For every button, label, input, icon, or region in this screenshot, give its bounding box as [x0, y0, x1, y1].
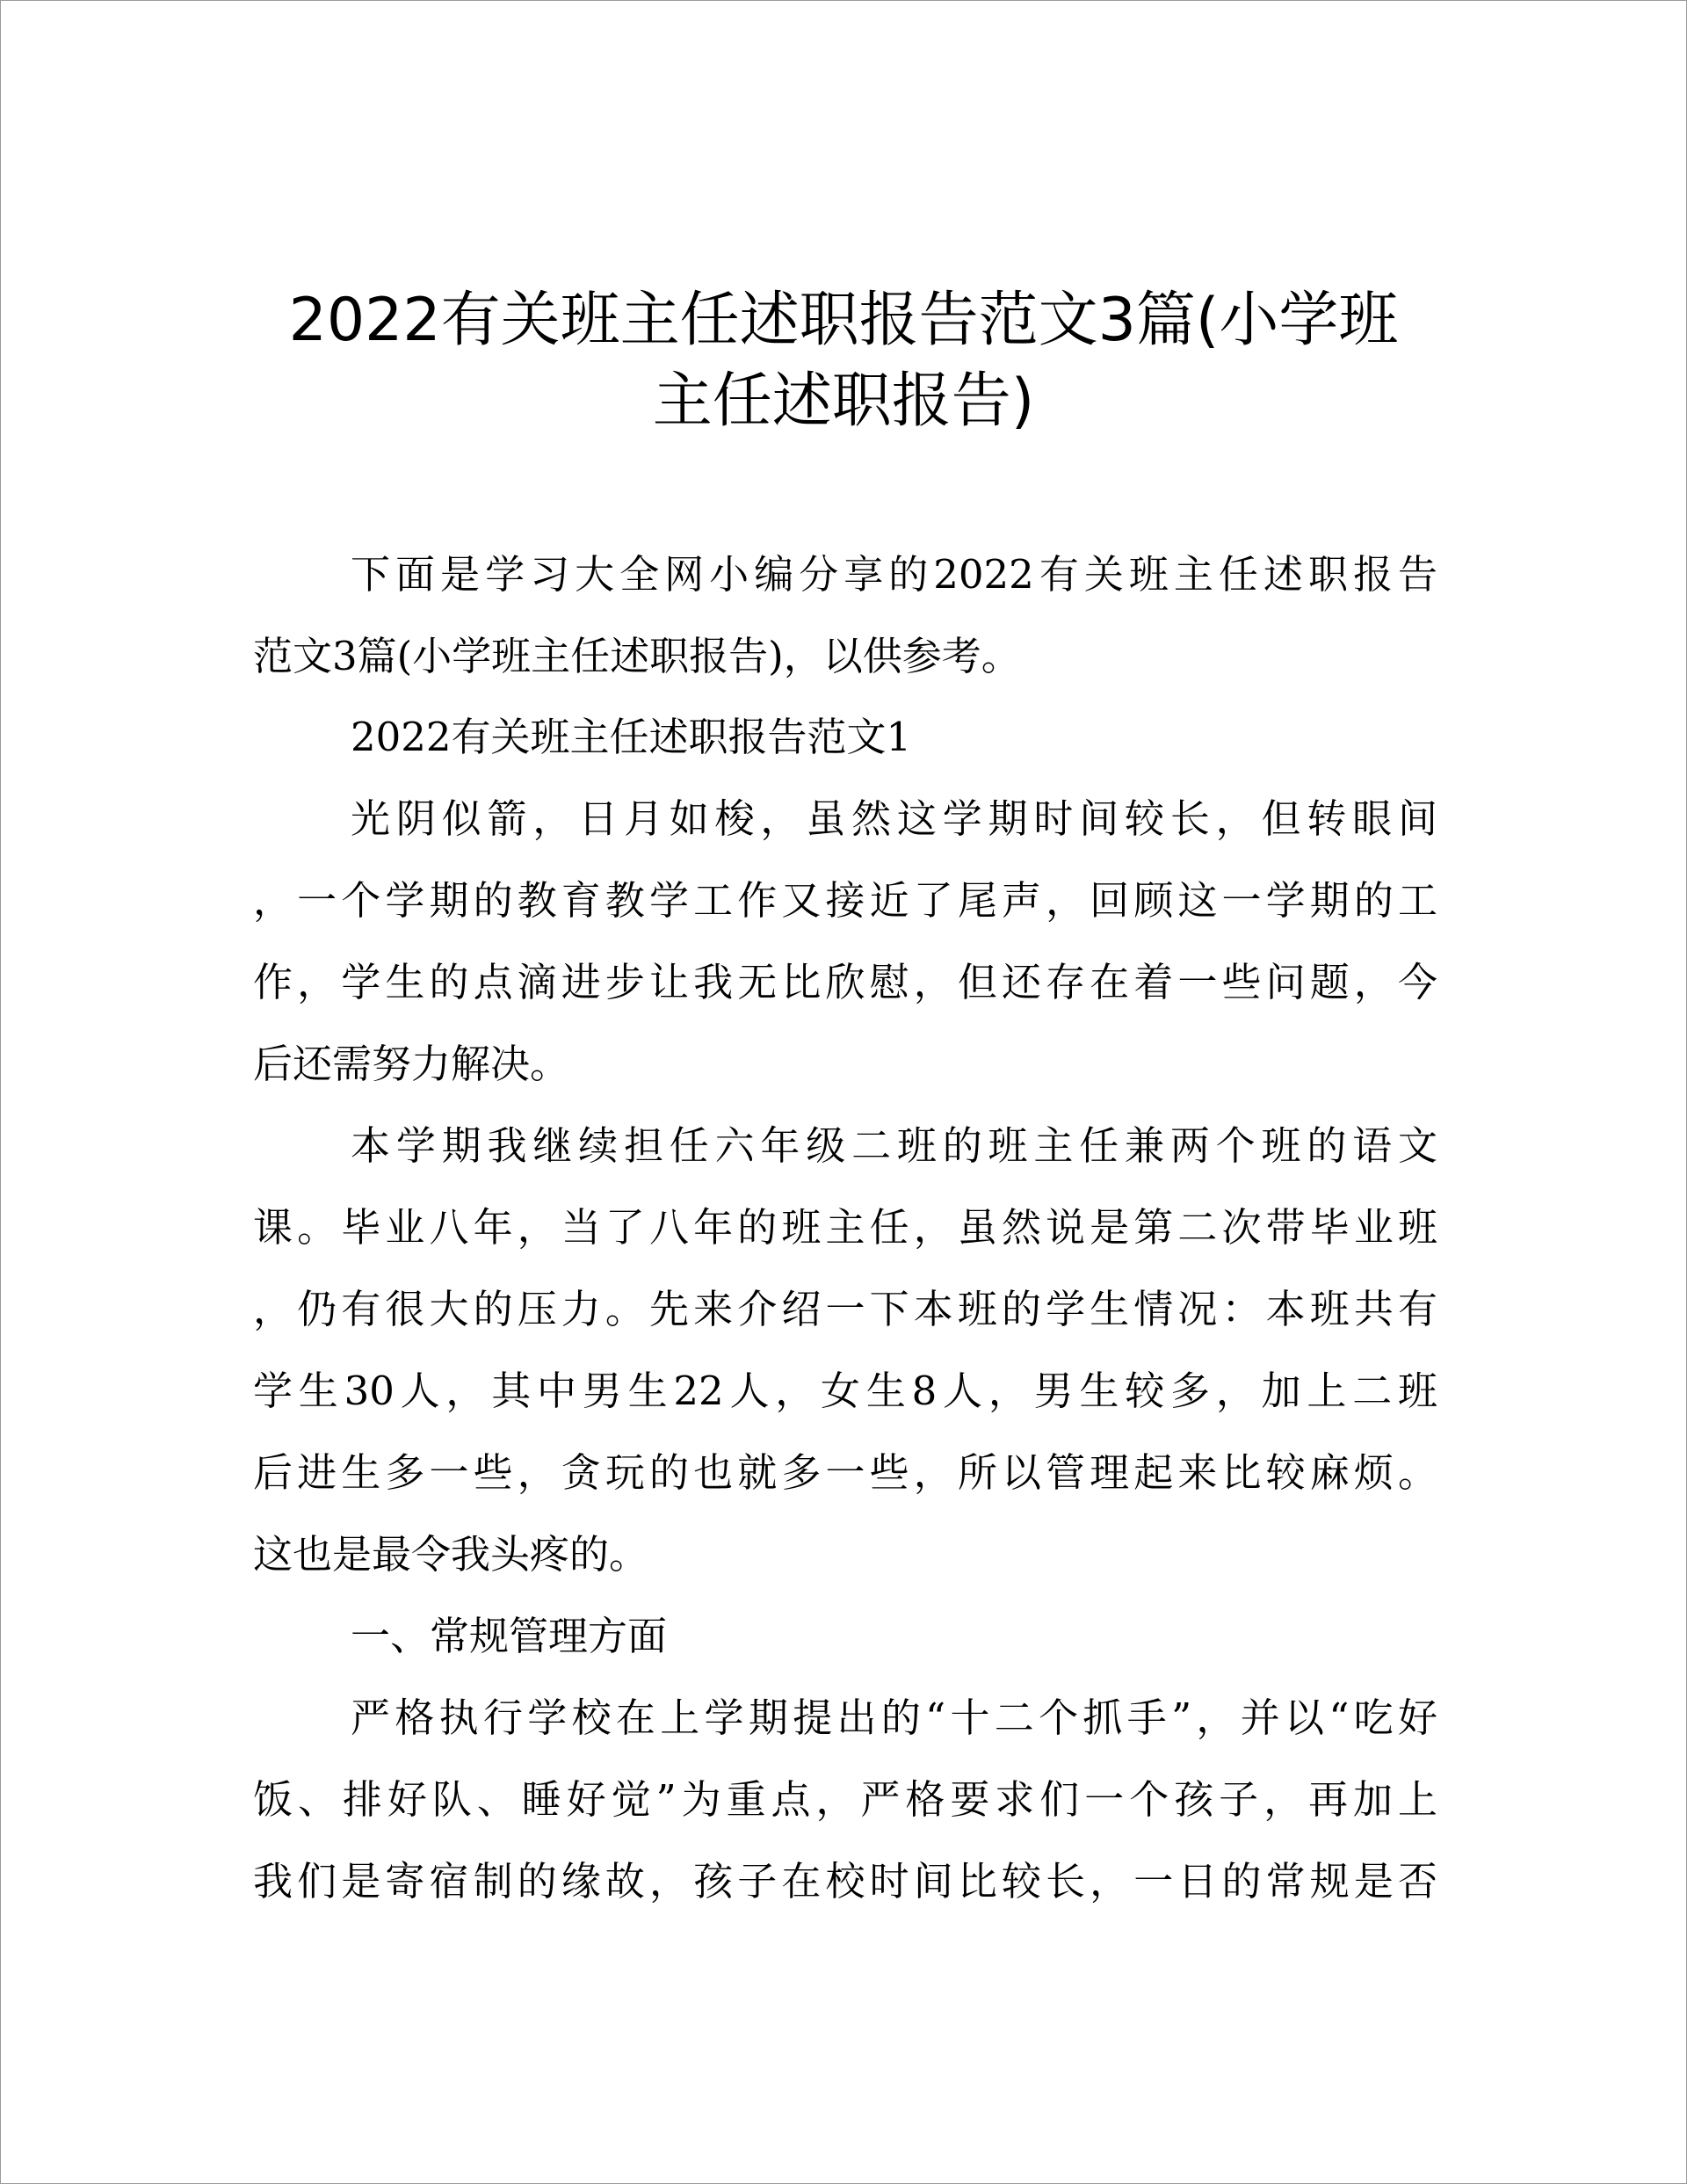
- paragraph-2-line-3: ，仍有很大的压力。先来介绍一下本班的学生情况：本班共有: [253, 1286, 1437, 1332]
- paragraph-3-line-1: 严格执行学校在上学期提出的“十二个抓手”，并以“吃好: [351, 1694, 1437, 1741]
- section-heading-essay-1: 2022有关班主任述职报告范文1: [351, 714, 912, 760]
- paragraph-1-line-2: ，一个学期的教育教学工作又接近了尾声，回顾这一学期的工: [253, 877, 1437, 924]
- paragraph-2-line-1: 本学期我继续担任六年级二班的班主任兼两个班的语文: [351, 1122, 1437, 1169]
- document-title-line-1: 2022有关班主任述职报告范文3篇(小学班: [288, 286, 1399, 355]
- paragraph-1-line-1: 光阴似箭，日月如梭，虽然这学期时间较长，但转眼间: [351, 795, 1437, 842]
- document-title-line-2: 主任述职报告): [652, 366, 1035, 436]
- paragraph-2-line-4: 学生30人，其中男生22人，女生8人，男生较多，加上二班: [253, 1368, 1437, 1414]
- paragraph-1-line-4: 后还需努力解决。: [253, 1041, 570, 1087]
- paragraph-3-line-2: 饭、排好队、睡好觉”为重点，严格要求们一个孩子，再加上: [253, 1776, 1437, 1823]
- section-heading-routine: 一、常规管理方面: [351, 1613, 668, 1659]
- paragraph-2-line-2: 课。毕业八年，当了八年的班主任，虽然说是第二次带毕业班: [253, 1204, 1437, 1251]
- paragraph-1-line-3: 作，学生的点滴进步让我无比欣慰，但还存在着一些问题，今: [253, 959, 1437, 1005]
- paragraph-2-line-5: 后进生多一些，贪玩的也就多一些，所以管理起来比较麻烦。: [253, 1449, 1437, 1496]
- paragraph-2-line-6: 这也是最令我头疼的。: [253, 1531, 649, 1578]
- paragraph-3-line-3: 我们是寄宿制的缘故，孩子在校时间比较长，一日的常规是否: [253, 1858, 1437, 1905]
- paragraph-intro-line-2: 范文3篇(小学班主任述职报告)，以供参考。: [253, 633, 1021, 679]
- paragraph-intro-line-1: 下面是学习大全网小编分享的2022有关班主任述职报告: [351, 551, 1437, 598]
